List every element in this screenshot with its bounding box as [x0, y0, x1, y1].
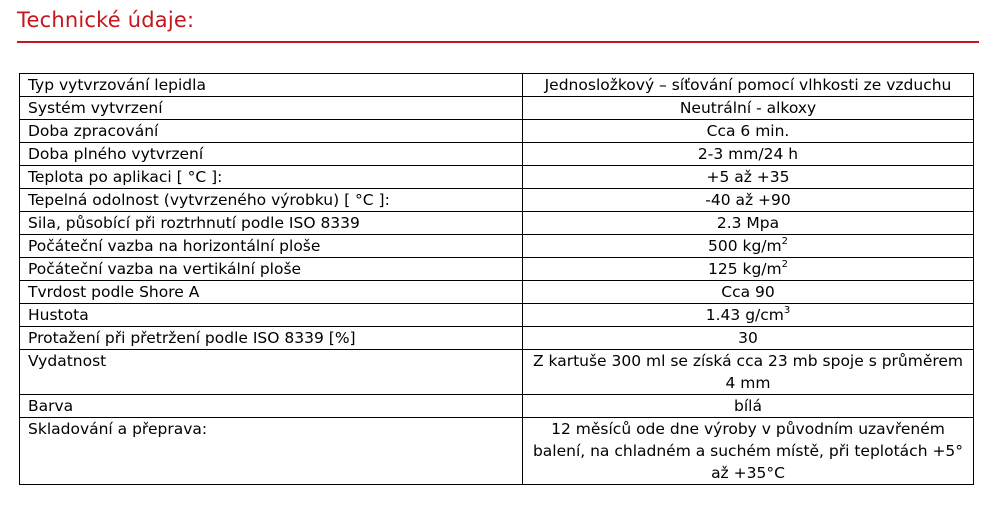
row-label: Počáteční vazba na horizontální ploše — [20, 235, 523, 258]
table-row — [20, 395, 974, 418]
row-value: 12 měsíců ode dne výroby v původním uzavřeném balení, na chladném a suchém místě, při teplotách +5° až +35°C — [523, 418, 974, 485]
row-value: 2-3 mm/24 h — [523, 143, 974, 166]
table-row — [20, 74, 974, 97]
superscript: 2 — [781, 235, 789, 247]
value-text: 500 kg/m — [707, 237, 782, 255]
row-value: -40 až +90 — [523, 189, 974, 212]
row-value: 2.3 Mpa — [523, 212, 974, 235]
superscript: 3 — [783, 304, 791, 316]
technical-data-table — [19, 73, 974, 485]
row-label: Tepelná odolnost (vytvrzeného výrobku) [ °C ]: — [20, 189, 523, 212]
value-text: 125 kg/m — [707, 260, 782, 278]
row-value — [523, 304, 974, 327]
table-row — [20, 350, 974, 395]
table-row — [20, 235, 974, 258]
row-label: Doba plného vytvrzení — [20, 143, 523, 166]
row-value: Jednosložkový – síťování pomocí vlhkosti ze vzduchu — [523, 74, 974, 97]
table-row — [20, 120, 974, 143]
table-row — [20, 304, 974, 327]
row-label: Barva — [20, 395, 523, 418]
section-title: Technické údaje: — [17, 8, 195, 32]
row-label: Tvrdost podle Shore A — [20, 281, 523, 304]
row-value: +5 až +35 — [523, 166, 974, 189]
table-row — [20, 327, 974, 350]
row-label: Doba zpracování — [20, 120, 523, 143]
row-value: Z kartuše 300 ml se získá cca 23 mb spoje s průměrem 4 mm — [523, 350, 974, 395]
row-value: 30 — [523, 327, 974, 350]
table-row — [20, 281, 974, 304]
row-value: Cca 90 — [523, 281, 974, 304]
table-row — [20, 189, 974, 212]
row-value: Cca 6 min. — [523, 120, 974, 143]
row-label: Hustota — [20, 304, 523, 327]
row-label: Protažení při přetržení podle ISO 8339 [%] — [20, 327, 523, 350]
table-row — [20, 166, 974, 189]
row-label: Systém vytvrzení — [20, 97, 523, 120]
row-label: Počáteční vazba na vertikální ploše — [20, 258, 523, 281]
row-value: bílá — [523, 395, 974, 418]
superscript: 2 — [781, 258, 789, 270]
table-row — [20, 418, 974, 485]
row-value — [523, 258, 974, 281]
row-label: Skladování a přeprava: — [20, 418, 523, 485]
row-value: Neutrální - alkoxy — [523, 97, 974, 120]
title-underline — [17, 41, 979, 43]
row-label: Sila, působící při roztrhnutí podle ISO 8339 — [20, 212, 523, 235]
row-label: Vydatnost — [20, 350, 523, 395]
row-label: Typ vytvrzování lepidla — [20, 74, 523, 97]
table-row — [20, 143, 974, 166]
value-text: 1.43 g/cm — [705, 306, 784, 324]
row-value — [523, 235, 974, 258]
table-row — [20, 97, 974, 120]
row-label: Teplota po aplikaci [ °C ]: — [20, 166, 523, 189]
table-row — [20, 212, 974, 235]
table-row — [20, 258, 974, 281]
